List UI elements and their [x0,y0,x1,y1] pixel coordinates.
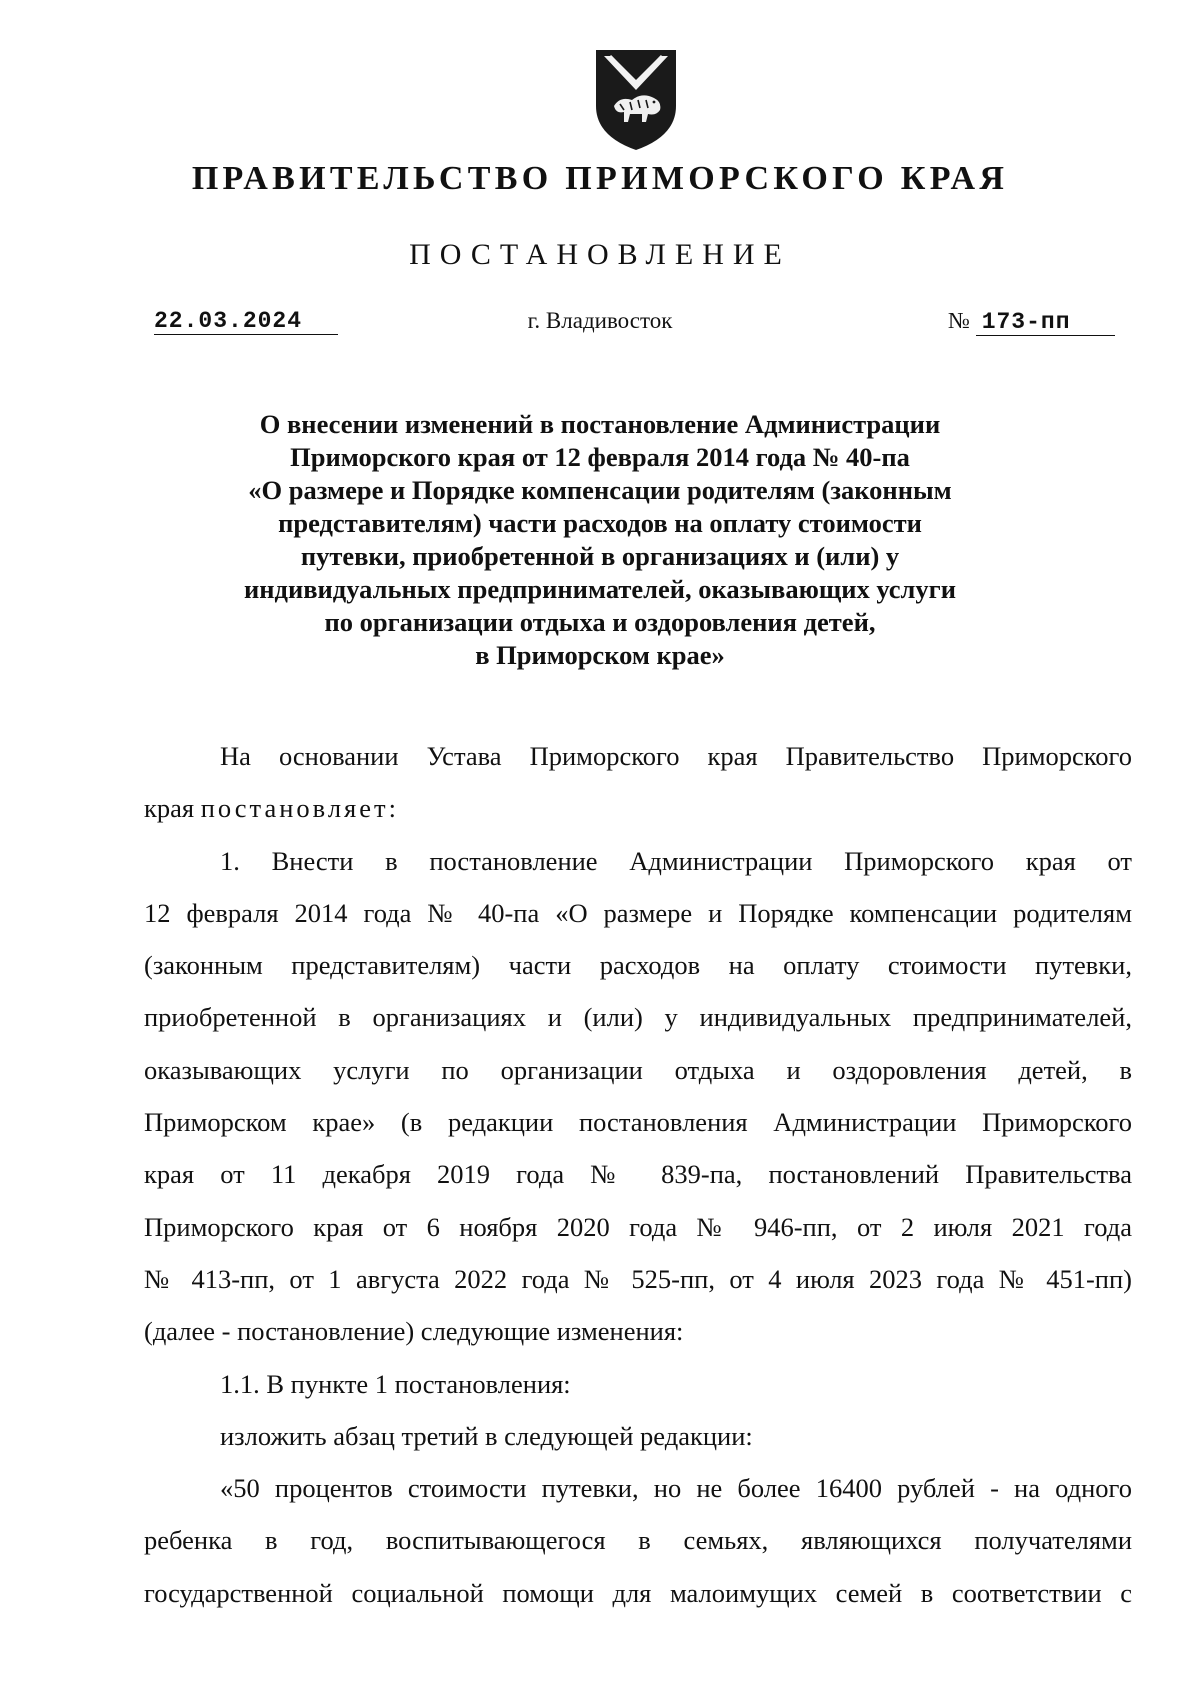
paragraph-line: края от 11 декабря 2019 года № 839-па, постановлений Правительства [144,1159,1132,1190]
coat-of-arms-icon [590,44,682,154]
document-number: 173-пп [976,309,1115,336]
document-type: ПОСТАНОВЛЕНИЕ [409,238,791,271]
document-city: г. Владивосток [527,308,673,333]
heading-line: в Приморском крае» [475,640,725,670]
heading-line: «О размере и Порядке компенсации родителям (законным [248,475,952,505]
heading-line: Приморского края от 12 февраля 2014 года № 40-па [290,442,910,472]
heading-line: индивидуальных предпринимателей, оказывающих услуги [244,574,956,604]
heading-line: представителям) части расходов на оплату стоимости [278,508,922,538]
paragraph-line: государственной социальной помощи для малоимущих семей в соответствии с [144,1577,1132,1608]
paragraph-line: (далее - постановление) следующие изменения: [144,1316,684,1347]
paragraph-line: № 413-пп, от 1 августа 2022 года № 525-пп, от 4 июля 2023 года № 451-пп) [144,1263,1132,1294]
paragraph-line: 1. Внести в постановление Администрации Приморского края от [220,845,1132,876]
paragraph-line: ребенка в год, воспитывающегося в семьях, являющихся получателями [144,1525,1132,1556]
paragraph-line: изложить абзац третий в следующей редакции: [220,1420,753,1451]
heading-line: О внесении изменений в постановление Администрации [259,409,941,439]
paragraph-line [144,782,1132,834]
paragraph-line: оказывающих услуги по организации отдыха и оздоровления детей, в [144,1054,1132,1085]
document-body [144,730,1132,1619]
heading-line: путевки, приобретенной в организациях и (или) у [300,541,900,571]
document-heading [150,408,1050,672]
number-label: № [948,308,970,333]
paragraph-line: (законным представителям) части расходов на оплату стоимости путевки, [144,950,1132,981]
document-date: 22.03.2024 [154,308,338,335]
paragraph-line: Приморского края от 6 ноября 2020 года № 946-пп, от 2 июля 2021 года [144,1211,1132,1242]
paragraph-line: «50 процентов стоимости путевки, но не более 16400 рублей - на одного [220,1473,1132,1504]
government-title: ПРАВИТЕЛЬСТВО ПРИМОРСКОГО КРАЯ [191,160,1009,197]
paragraph-line: На основании Устава Приморского края Правительство Приморского [220,741,1132,771]
paragraph-line: Приморском крае» (в редакции постановления Администрации Приморского [144,1107,1132,1138]
paragraph-line: 1.1. В пункте 1 постановления: [220,1368,571,1399]
document-number-block [948,308,1115,335]
paragraph-line: приобретенной в организациях и (или) у индивидуальных предпринимателей, [144,1002,1132,1033]
decree-word: постановляет: [200,793,399,824]
heading-line: по организации отдыха и оздоровления детей, [324,607,876,637]
paragraph-line: 12 февраля 2014 года № 40-па «О размере и Порядке компенсации родителям [144,897,1132,928]
text-fragment: края [144,793,201,824]
